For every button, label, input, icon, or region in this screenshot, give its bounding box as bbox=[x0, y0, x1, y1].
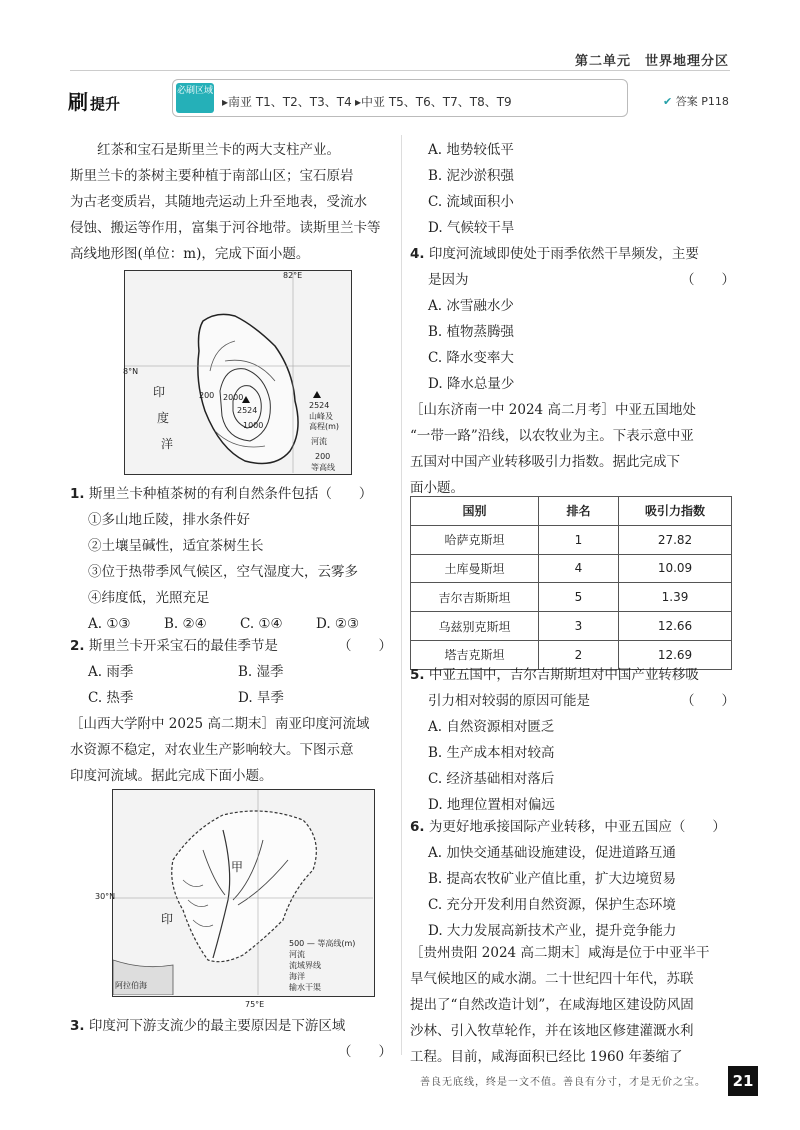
source-central-asia: ［山东济南一中 2024 高二月考］中亚五国地处 “一带一路”沿线，以农牧业为主。下表示意中亚 五国对中国产业转移吸引力指数。据此完成下 面小题。 bbox=[410, 402, 696, 496]
q6-option-d[interactable]: D. 大力发展高新技术产业，提升竞争能力 bbox=[428, 923, 677, 939]
q3-option-c[interactable]: C. 流域面积小 bbox=[428, 194, 514, 210]
table-row: 乌兹别克斯坦 3 12.66 bbox=[411, 612, 732, 641]
scope-item-central-asia: ▸中亚 T5、T6、T7、T8、T9 bbox=[355, 95, 512, 109]
q1-option-c[interactable]: C. ①④ bbox=[240, 616, 283, 632]
legend-contour-value: 200 bbox=[315, 452, 331, 461]
contour-2000: 2000 bbox=[223, 393, 244, 402]
question-5: 5. 中亚五国中，吉尔吉斯斯坦对中国产业转移吸 引力相对较弱的原因可能是 （ ） A. 自然资源相对匮乏 B. 生产成本相对较高 C. 经济基础相对落后 D. 地理位置相对偏远 bbox=[410, 662, 735, 818]
source-aral-sea: ［贵州贵阳 2024 高二期末］咸海是位于中亚半干 旱气候地区的咸水湖。二十世纪四十年代，苏联 提出了“自然改造计划”，在咸海地区建设防风固 沙林、引入牧草轮作，并在该地区修建灌溉水利 工程。目前，咸海面积已经比 1960 年萎缩了 bbox=[410, 945, 710, 1065]
q2-option-d[interactable]: D. 旱季 bbox=[238, 690, 284, 706]
q5-option-b[interactable]: B. 生产成本相对较高 bbox=[428, 745, 555, 761]
label-arabian-sea: 阿拉伯海 bbox=[115, 981, 147, 990]
question-1: 1. 斯里兰卡种植茶树的有利自然条件包括（ ） ①多山地丘陵，排水条件好 ②土壤呈碱性，适宜茶树生长 ③位于热带季风气候区，空气湿度大，云雾多 ④纬度低，光照充足 A. ①③ B. ②④ C. ①④ D. ②③ bbox=[70, 481, 392, 637]
question-4: 4. 印度河流域即使处于雨季依然干旱频发，主要 是因为 （ ） A. 冰雪融水少 B. 植物蒸腾强 C. 降水变率大 D. 降水总量少 bbox=[410, 241, 735, 397]
legend-peak-value: 2524 bbox=[309, 401, 330, 410]
header-divider bbox=[70, 70, 730, 71]
question-6: 6. 为更好地承接国际产业转移，中亚五国应（ ） A. 加快交通基础设施建设，促进道路互通 B. 提高农牧矿业产值比重，扩大边境贸易 C. 充分开发利用自然资源，保护生态环境 D. 大力发展高新技术产业，提升竞争能力 bbox=[410, 814, 735, 944]
lat-label: 8°N bbox=[123, 367, 139, 376]
lon-75e: 75°E bbox=[245, 1000, 265, 1009]
question-2: 2. 斯里兰卡开采宝石的最佳季节是 （ ） A. 雨季 B. 湿季 C. 热季 D. 旱季 bbox=[70, 633, 392, 711]
lon-label: 82°E bbox=[283, 271, 303, 280]
q2-option-c[interactable]: C. 热季 bbox=[88, 690, 134, 706]
table-row: 塔吉克斯坦 2 12.69 bbox=[411, 640, 732, 669]
peak-label: 2524 bbox=[237, 406, 258, 415]
page-number: 21 bbox=[728, 1066, 758, 1096]
section-logo: 刷 提升 bbox=[68, 90, 121, 114]
question-3-options bbox=[410, 137, 735, 241]
q5-option-c[interactable]: C. 经济基础相对落后 bbox=[428, 771, 555, 787]
scope-item-south-asia: ▸南亚 T1、T2、T3、T4 bbox=[222, 95, 352, 109]
intro-paragraph: 红茶和宝石是斯里兰卡的两大支柱产业。 斯里兰卡的茶树主要种植于南部山区；宝石原岩 为古老变质岩，其随地壳运动上升至地表，受流水 侵蚀、搬运等作用，富集于河谷地带。读斯里兰卡等 高线地形图(单位：m)，完成下面小题。 bbox=[70, 142, 381, 262]
q2-option-a[interactable]: A. 雨季 bbox=[88, 664, 134, 680]
q5-option-a[interactable]: A. 自然资源相对匮乏 bbox=[428, 719, 555, 735]
attraction-index-table bbox=[410, 496, 732, 670]
q2-option-b[interactable]: B. 湿季 bbox=[238, 664, 284, 680]
legend-river: 河流 bbox=[311, 437, 327, 446]
source-indus: ［山西大学附中 2025 高二期末］南亚印度河流域 水资源不稳定，对农业生产影响较大。下图示意 印度河流域。据此完成下面小题。 bbox=[70, 716, 370, 784]
legend-contour: 等高线 bbox=[311, 463, 335, 472]
question-3: 3. 印度河下游支流少的最主要原因是下游区域 （ ） bbox=[70, 1018, 392, 1060]
answer-ref: ✔ 答案 P118 bbox=[663, 95, 729, 108]
legend-peak: 山峰及 bbox=[309, 412, 333, 421]
q6-option-b[interactable]: B. 提高农牧矿业产值比重，扩大边境贸易 bbox=[428, 871, 677, 887]
table-header-row: 国别 排名 吸引力指数 bbox=[411, 497, 732, 526]
contour-200: 200 bbox=[199, 391, 215, 400]
q6-option-c[interactable]: C. 充分开发利用自然资源，保护生态环境 bbox=[428, 897, 676, 913]
q4-option-d[interactable]: D. 降水总量少 bbox=[428, 376, 515, 392]
q3-option-b[interactable]: B. 泥沙淤积强 bbox=[428, 168, 515, 184]
q3-option-a[interactable]: A. 地势较低平 bbox=[428, 142, 514, 158]
q1-option-d[interactable]: D. ②③ bbox=[316, 616, 360, 632]
q1-option-a[interactable]: A. ①③ bbox=[88, 616, 131, 632]
footer-motto: 善良无底线，终是一文不值。善良有分寸，才是无价之宝。 bbox=[420, 1077, 706, 1088]
unit-title: 第二单元 世界地理分区 bbox=[575, 54, 730, 69]
sea-label: 印 度 洋 bbox=[153, 385, 174, 451]
scope-tag: 必刷区域 bbox=[176, 83, 214, 113]
q4-option-a[interactable]: A. 冰雪融水少 bbox=[428, 298, 514, 314]
q1-option-b[interactable]: B. ②④ bbox=[164, 616, 207, 632]
indus-map bbox=[95, 789, 375, 1009]
q5-option-d[interactable]: D. 地理位置相对偏远 bbox=[428, 797, 555, 813]
label-yin: 印 bbox=[161, 912, 174, 926]
column-divider bbox=[401, 135, 402, 1055]
map2-legend: 500 — 等高线(m) 河流 流域界线 海洋 输水干渠 bbox=[289, 939, 356, 992]
table-row: 哈萨克斯坦 1 27.82 bbox=[411, 525, 732, 554]
contour-1000: 1000 bbox=[243, 421, 264, 430]
table-row: 吉尔吉斯斯坦 5 1.39 bbox=[411, 583, 732, 612]
q3-option-d[interactable]: D. 气候较干旱 bbox=[428, 220, 515, 236]
check-icon: ✔ bbox=[663, 95, 673, 108]
table-row: 土库曼斯坦 4 10.09 bbox=[411, 554, 732, 583]
label-jia: 甲 bbox=[231, 860, 244, 874]
q4-option-b[interactable]: B. 植物蒸腾强 bbox=[428, 324, 515, 340]
q4-option-c[interactable]: C. 降水变率大 bbox=[428, 350, 514, 366]
lat-30n: 30°N bbox=[95, 892, 116, 901]
legend-peak2: 高程(m) bbox=[309, 422, 340, 431]
sri-lanka-map bbox=[124, 270, 352, 475]
q6-option-a[interactable]: A. 加快交通基础设施建设，促进道路互通 bbox=[428, 845, 676, 861]
